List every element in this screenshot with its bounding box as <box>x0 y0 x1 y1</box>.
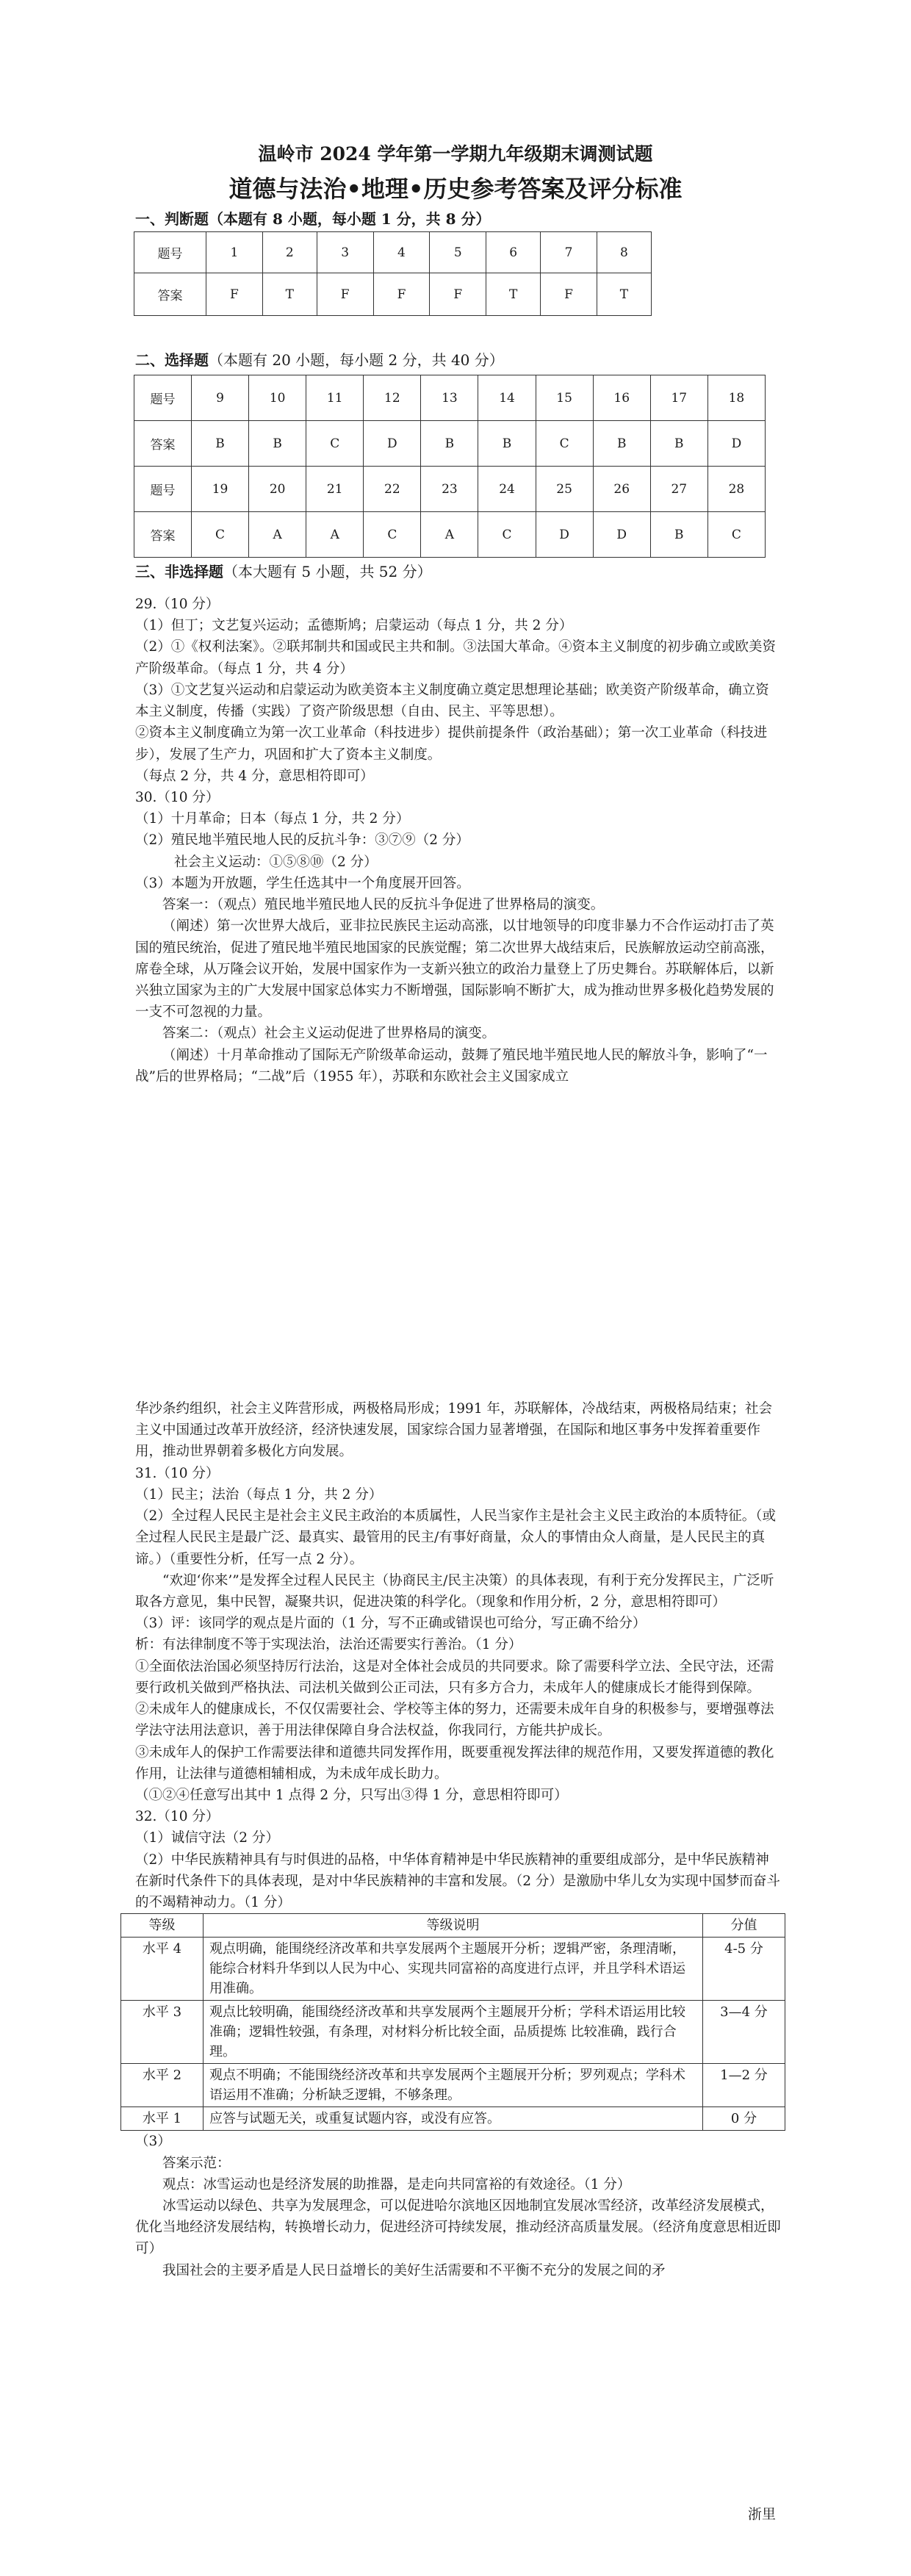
judgment-answer-table <box>134 231 652 316</box>
rubric-row <box>121 1938 785 2001</box>
question-number: 13 <box>421 375 478 421</box>
rubric-level: 水平 4 <box>121 1938 204 2001</box>
question-number: 20 <box>249 467 306 512</box>
rubric-header: 等级说明 <box>204 1914 703 1938</box>
rubric-row <box>121 2107 785 2131</box>
rubric-score: 3—4 分 <box>703 2001 785 2064</box>
answer-cell: A <box>306 512 364 558</box>
answer-cell: C <box>364 512 421 558</box>
choice-answer-table <box>134 375 766 558</box>
answer-cell: B <box>593 421 650 467</box>
question-number: 5 <box>430 232 486 273</box>
q32-sample-label: 答案示范： <box>162 2155 231 2171</box>
question-number: 14 <box>478 375 536 421</box>
exam-title: 温岭市 2024 学年第一学期九年级期末调测试题 <box>258 143 653 165</box>
answer-cell: A <box>249 512 306 558</box>
section3-heading: 三、非选择题（本大题有 5 小题，共 52 分） <box>135 563 432 580</box>
q31-heading: 31.（10 分） <box>135 1465 220 1481</box>
question-number: 12 <box>364 375 421 421</box>
answer-cell: B <box>650 421 707 467</box>
question-number: 3 <box>317 232 373 273</box>
answer-cell: B <box>478 421 536 467</box>
question-number: 8 <box>597 232 651 273</box>
answer-cell: B <box>192 421 249 467</box>
question-number: 11 <box>306 375 364 421</box>
judgment-number-row <box>134 232 652 273</box>
answer-cell: F <box>541 273 597 316</box>
section1-heading: 一、判断题（本题有 8 小题，每小题 1 分，共 8 分） <box>135 210 491 228</box>
row-label: 题号 <box>134 375 192 421</box>
answer-cell: C <box>306 421 364 467</box>
q31-part3-comment: （3）评：该同学的观点是片面的（1 分，写不正确或错误也可给分，写正确不给分） <box>135 1616 647 1632</box>
rubric-score: 4-5 分 <box>703 1938 785 2001</box>
rubric-row <box>121 2064 785 2107</box>
question-number: 27 <box>650 467 707 512</box>
answer-cell: F <box>373 273 430 316</box>
choice-number-row <box>134 375 766 421</box>
q30-part3: （3）本题为开放题，学生任选其中一个角度展开回答。 <box>135 875 470 891</box>
q32-sample-contradiction: 我国社会的主要矛盾是人民日益增长的美好生活需要和不平衡不充分的发展之间的矛 <box>162 2262 666 2278</box>
q32-sample-economy: 冰雪运动以绿色、共享为发展理念，可以促进哈尔滨地区因地制宜发展冰雪经济，改革经济发展模式，优化当地经济发展结构，转换增长动力，促进经济可持续发展，推动经济高质量发展。（经济角度意思相近即可） <box>135 2198 781 2257</box>
q31-part2: （2）全过程人民民主是社会主义民主政治的本质属性，人民当家作主是社会主义民主政治的本质特征。（或全过程人民民主是最广泛、最真实、最管用的民主/有事好商量，众人的事情由众人商量，是人民民主的真谛。）（重要性分析，任写一点 2 分）。 <box>135 1508 777 1567</box>
question-number: 18 <box>707 375 765 421</box>
q29-scoring-note: （每点 2 分，共 4 分，意思相符即可） <box>135 768 374 784</box>
choice-number-row <box>134 467 766 512</box>
answer-cell: B <box>421 421 478 467</box>
rubric-row <box>121 2001 785 2064</box>
question-number: 26 <box>593 467 650 512</box>
footer-mark: 浙里 <box>748 2506 777 2522</box>
q31-point1: ①全面依法治国必须坚持厉行法治，这是对全体社会成员的共同要求。除了需要科学立法、全民守法，还需要行政机关做到严格执法、司法机关做到公正司法，只有多方合力，未成年人的健康成长才能得到保障。 <box>135 1658 774 1696</box>
q31-scoring-note: （①②④任意写出其中 1 点得 2 分，只写出③得 1 分，意思相符即可） <box>135 1787 568 1803</box>
question-number: 17 <box>650 375 707 421</box>
question-number: 16 <box>593 375 650 421</box>
question-number: 23 <box>421 467 478 512</box>
question-number: 15 <box>536 375 593 421</box>
question-number: 2 <box>262 232 317 273</box>
q31-part1: （1）民主；法治（每点 1 分，共 2 分） <box>135 1486 383 1503</box>
q30-part1: （1）十月革命；日本（每点 1 分，共 2 分） <box>135 811 410 827</box>
q32-part1: （1）诚信守法（2 分） <box>135 1830 279 1846</box>
question-number: 7 <box>541 232 597 273</box>
question-number: 24 <box>478 467 536 512</box>
answer-cell: D <box>364 421 421 467</box>
rubric-level: 水平 1 <box>121 2107 204 2131</box>
row-label: 答案 <box>134 421 192 467</box>
rubric-header: 等级 <box>121 1914 204 1938</box>
q31-point2: ②未成年人的健康成长，不仅仅需要社会、学校等主体的努力，还需要未成年自身的积极参与，要增强尊法学法守法用法意识，善于用法律保障自身合法权益，你我同行，方能共护成长。 <box>135 1702 774 1739</box>
q32-part2: （2）中华民族精神具有与时俱进的品格，中华体育精神是中华民族精神的重要组成部分，是中华民族精神在新时代条件下的具体表现，是对中华民族精神的丰富和发展。（2 分）是激励中华儿女为实现中国梦而奋斗的不竭精神动力。（1 分） <box>135 1852 780 1911</box>
answer-cell: T <box>262 273 317 316</box>
answer-cell: T <box>486 273 541 316</box>
q30-answer2-view: 答案二：（观点）社会主义运动促进了世界格局的演变。 <box>162 1026 496 1042</box>
rubric-level: 水平 3 <box>121 2001 204 2064</box>
rubric-level: 水平 2 <box>121 2064 204 2107</box>
blank-space <box>135 1087 782 1398</box>
judgment-answer-row <box>134 273 652 316</box>
answer-cell: B <box>249 421 306 467</box>
q30-answer1-view: 答案一：（观点）殖民地半殖民地人民的反抗斗争促进了世界格局的演变。 <box>162 897 605 913</box>
q30-answer1-text: （阐述）第一次世界大战后，亚非拉民族民主运动高涨，以甘地领导的印度非暴力不合作运动打击了英国的殖民统治，促进了殖民地半殖民地国家的民族觉醒；第二次世界大战结束后，民族解放运动空前高涨，席卷全球，从万隆会议开始，发展中国家作为一支新兴独立的政治力量登上了历史舞台。苏联解体后，以新兴独立国家为主的广大发展中国家总体实力不断增强，国际影响不断扩大，成为推动世界多极化趋势发展的一支不可忽视的力量。 <box>135 918 774 1021</box>
question-number: 10 <box>249 375 306 421</box>
choice-answer-row <box>134 512 766 558</box>
question-number: 25 <box>536 467 593 512</box>
q30-part2: （2）殖民地半殖民地人民的反抗斗争：③⑦⑨（2 分） <box>135 832 469 849</box>
q30-answer2-text-cont: 华沙条约组织，社会主义阵营形成，两极格局形成；1991 年，苏联解体，冷战结束，两极格局结束；社会主义中国通过改革开放经济，经济快速发展，国家综合国力显著增强，在国际和地区事务中发挥着重要作用，推动世界朝着多极化方向发展。 <box>135 1401 772 1460</box>
q30-answer2-text: （阐述）十月革命推动了国际无产阶级革命运动，鼓舞了殖民地半殖民地人民的解放斗争，影响了“一战”后的世界格局；“二战”后（1955 年），苏联和东欧社会主义国家成立 <box>135 1047 768 1084</box>
answer-cell: F <box>206 273 263 316</box>
answer-key-title: 道德与法治•地理•历史参考答案及评分标准 <box>228 175 683 203</box>
answer-cell: C <box>192 512 249 558</box>
row-label: 答案 <box>134 273 206 316</box>
rubric-description: 观点明确，能围绕经济改革和共享发展两个主题展开分析；逻辑严密，条理清晰，能综合材料升华到以人民为中心、实现共同富裕的高度进行点评，并且学科术语运用准确。 <box>204 1938 703 2001</box>
rubric-description: 观点不明确；不能围绕经济改革和共享发展两个主题展开分析；罗列观点；学科术语运用不准确；分析缺乏逻辑，不够条理。 <box>204 2064 703 2107</box>
question-number: 6 <box>486 232 541 273</box>
q30-part2-socialism: 社会主义运动：①⑤⑧⑩（2 分） <box>174 854 378 870</box>
answer-cell: C <box>536 421 593 467</box>
answer-cell: F <box>317 273 373 316</box>
q31-part3-analysis: 析：有法律制度不等于实现法治，法治还需要实行善治。（1 分） <box>135 1637 522 1653</box>
rubric-description: 观点比较明确，能围绕经济改革和共享发展两个主题展开分析；学科术语运用比较准确；逻辑性较强，有条理，对材料分析比较全面，品质提炼 比较准确，践行合理。 <box>204 2001 703 2064</box>
q29-part3-point2: ②资本主义制度确立为第一次工业革命（科技进步）提供前提条件（政治基础）；第一次工业革命（科技进步），发展了生产力，巩固和扩大了资本主义制度。 <box>135 725 768 763</box>
row-label: 题号 <box>134 467 192 512</box>
q29-heading: 29.（10 分） <box>135 597 220 612</box>
row-label: 题号 <box>134 232 206 273</box>
answer-cell: B <box>650 512 707 558</box>
answer-cell: F <box>430 273 486 316</box>
question-number: 28 <box>707 467 765 512</box>
question-number: 19 <box>192 467 249 512</box>
rubric-description: 应答与试题无关，或重复试题内容，或没有应答。 <box>204 2107 703 2131</box>
answer-cell: A <box>421 512 478 558</box>
question-number: 4 <box>373 232 430 273</box>
q32-heading: 32.（10 分） <box>135 1809 220 1825</box>
rubric-score: 0 分 <box>703 2107 785 2131</box>
q30-heading: 30.（10 分） <box>135 789 220 805</box>
q31-point3: ③未成年人的保护工作需要法律和道德共同发挥作用，既要重视发挥法律的规范作用，又要发挥道德的教化作用，让法律与道德相辅相成，为未成年成长助力。 <box>135 1744 774 1782</box>
answer-cell: D <box>707 421 765 467</box>
answer-cell: C <box>478 512 536 558</box>
answer-cell: C <box>707 512 765 558</box>
question-number: 22 <box>364 467 421 512</box>
answer-cell: D <box>536 512 593 558</box>
rubric-score: 1—2 分 <box>703 2064 785 2107</box>
q32-part3: （3） <box>135 2134 171 2150</box>
section2-heading: 二、选择题（本题有 20 小题，每小题 2 分，共 40 分） <box>135 351 504 369</box>
q29-part1: （1）但丁；文艺复兴运动；孟德斯鸠；启蒙运动（每点 1 分，共 2 分） <box>135 618 573 634</box>
answer-cell: D <box>593 512 650 558</box>
scoring-rubric-table <box>120 1913 785 2131</box>
answer-body <box>135 594 782 2281</box>
choice-answer-row <box>134 421 766 467</box>
row-label: 答案 <box>134 512 192 558</box>
answer-cell: T <box>597 273 651 316</box>
q31-part2-analysis: “欢迎‘你来’”是发挥全过程人民民主（协商民主/民主决策）的具体表现，有利于充分发挥民主，广泛听取各方意见，集中民智，凝聚共识，促进决策的科学化。（现象和作用分析，2 分，意思相符即可） <box>135 1572 774 1610</box>
q29-part2: （2）①《权利法案》。②联邦制共和国或民主共和制。③法国大革命。④资本主义制度的初步确立或欧美资产阶级革命。（每点 1 分，共 4 分） <box>135 639 777 677</box>
question-number: 21 <box>306 467 364 512</box>
q29-part3: （3）①文艺复兴运动和启蒙运动为欧美资本主义制度确立奠定思想理论基础；欧美资产阶级革命，确立资本主义制度，传播（实践）了资产阶级思想（自由、民主、平等思想）。 <box>135 682 769 720</box>
question-number: 9 <box>192 375 249 421</box>
rubric-header-row <box>121 1914 785 1938</box>
question-number: 1 <box>206 232 263 273</box>
rubric-header: 分值 <box>703 1914 785 1938</box>
q32-sample-view: 观点：冰雪运动也是经济发展的助推器，是走向共同富裕的有效途径。（1 分） <box>162 2176 631 2192</box>
